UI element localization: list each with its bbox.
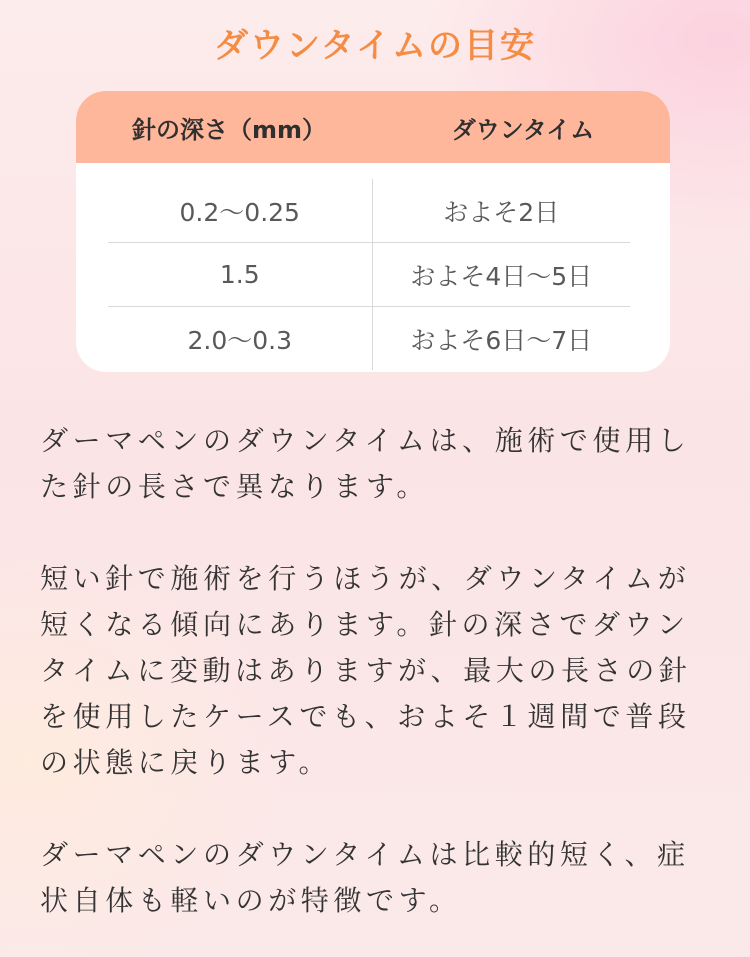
cell-depth: 2.0〜0.3 bbox=[108, 307, 373, 370]
paragraph: 短い針で施術を行うほうが、ダウンタイムが短くなる傾向にあります。針の深さでダウンタイムに変動はありますが、最大の長さの針を使用したケースでも、およそ１週間で普段の状態に戻ります。 bbox=[40, 562, 692, 779]
page-title: ダウンタイムの目安 bbox=[214, 26, 536, 66]
cell-depth: 0.2〜0.25 bbox=[108, 179, 373, 242]
cell-downtime: およそ6日〜7日 bbox=[410, 325, 593, 355]
header-downtime: ダウンタイム bbox=[451, 115, 595, 144]
body-text bbox=[40, 418, 712, 924]
header-needle-depth: 針の深さ（mm） bbox=[131, 115, 326, 144]
table-body bbox=[108, 179, 630, 370]
paragraph: ダーマペンのダウンタイムは比較的短く、症状自体も軽いのが特徴です。 bbox=[40, 838, 690, 917]
table-row bbox=[108, 243, 630, 307]
paragraph: ダーマペンのダウンタイムは、施術で使用した針の長さで異なります。 bbox=[40, 424, 691, 503]
table-header bbox=[76, 91, 670, 163]
cell-downtime: およそ2日 bbox=[443, 197, 560, 227]
table-row bbox=[108, 307, 630, 370]
cell-depth: 1.5 bbox=[108, 243, 373, 306]
cell-downtime: およそ4日〜5日 bbox=[410, 261, 593, 291]
table-row bbox=[108, 179, 630, 243]
downtime-table bbox=[76, 91, 670, 372]
